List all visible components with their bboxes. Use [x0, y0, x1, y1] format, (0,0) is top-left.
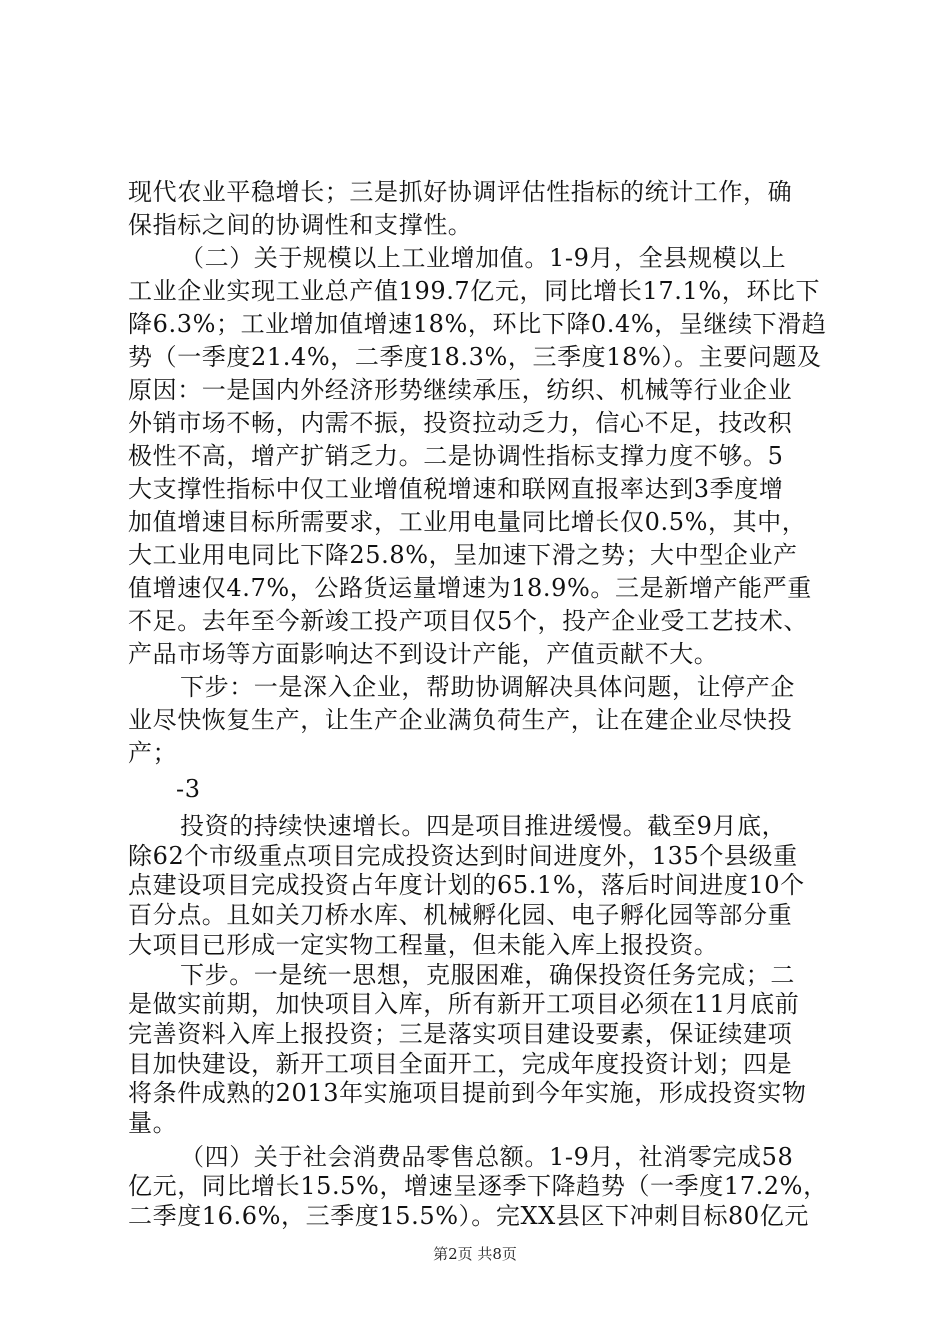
body-text-line: 加值增速目标所需要求，工业用电量同比增长仅0.5%，其中，	[128, 508, 807, 536]
body-text-line: 势（一季度21.4%，二季度18.3%，三季度18%）。主要问题及	[128, 343, 822, 371]
body-text-line: 下步。一是统一思想，克服困难，确保投资任务完成；二	[180, 960, 795, 989]
body-text-line: 大项目已形成一定实物工程量，但未能入库上报投资。	[128, 930, 719, 959]
body-text-line: 目加快建设，新开工项目全面开工，完成年度投资计划；四是	[128, 1049, 793, 1078]
body-text-line: 产；	[128, 739, 178, 767]
body-text-line: 大支撑性指标中仅工业增值税增速和联网直报率达到3季度增	[128, 475, 784, 503]
body-text-line: 是做实前期，加快项目入库，所有新开工项目必须在11月底前	[128, 990, 800, 1019]
page-footer: 第2页 共8页	[433, 1245, 517, 1263]
body-text-line: 完善资料入库上报投资；三是落实项目建设要素，保证续建项	[128, 1019, 793, 1048]
body-text-line: 二季度16.6%，三季度15.5%）。完XX县区下冲刺目标80亿元	[128, 1202, 809, 1231]
body-text-line: 产品市场等方面影响达不到设计产能，产值贡献不大。	[128, 640, 719, 668]
body-text-line: 降6.3%；工业增加值增速18%，环比下降0.4%，呈继续下滑趋	[128, 310, 827, 338]
body-text-line: 量。	[128, 1109, 178, 1137]
body-text-line: 不足。去年至今新竣工投产项目仅5个，投产企业受工艺技术、	[128, 607, 809, 635]
body-text-line: 工业企业实现工业总产值199.7亿元，同比增长17.1%，环比下	[128, 277, 821, 305]
body-text-line: 极性不高，增产扩销乏力。二是协调性指标支撑力度不够。5	[128, 442, 784, 470]
body-text-line: 保指标之间的协调性和支撑性。	[128, 211, 473, 239]
body-text-line: 业尽快恢复生产，让生产企业满负荷生产，让在建企业尽快投	[128, 706, 793, 734]
body-text-line: 下步：一是深入企业，帮助协调解决具体问题，让停产企	[180, 673, 795, 701]
body-text-line: 亿元，同比增长15.5%，增速呈逐季下降趋势（一季度17.2%，	[128, 1172, 828, 1201]
body-text-line: 现代农业平稳增长；三是抓好协调评估性指标的统计工作，确	[128, 178, 793, 206]
body-text-line: 将条件成熟的2013年实施项目提前到今年实施，形成投资实物	[128, 1079, 807, 1108]
body-text-line: 点建设项目完成投资占年度计划的65.1%，落后时间进度10个	[128, 871, 805, 900]
body-text-line: 值增速仅4.7%，公路货运量增速为18.9%。三是新增产能严重	[128, 574, 812, 602]
body-text-line: （二）关于规模以上工业增加值。1-9月，全县规模以上	[180, 244, 787, 272]
body-text-line: 投资的持续快速增长。四是项目推进缓慢。截至9月底，	[180, 812, 787, 840]
body-text-line: 原因：一是国内外经济形势继续承压，纺织、机械等行业企业	[128, 376, 793, 404]
body-text-line: 大工业用电同比下降25.8%，呈加速下滑之势；大中型企业产	[128, 541, 798, 569]
body-text-line: 外销市场不畅，内需不振，投资拉动乏力，信心不足，技改积	[128, 409, 793, 437]
body-text-line: 百分点。且如关刀桥水库、机械孵化园、电子孵化园等部分重	[128, 901, 793, 930]
body-text-line: （四）关于社会消费品零售总额。1-9月，社消零完成58	[180, 1142, 794, 1171]
page-marker: -3	[176, 775, 201, 803]
body-text-line: 除62个市级重点项目完成投资达到时间进度外，135个县级重	[128, 841, 798, 870]
